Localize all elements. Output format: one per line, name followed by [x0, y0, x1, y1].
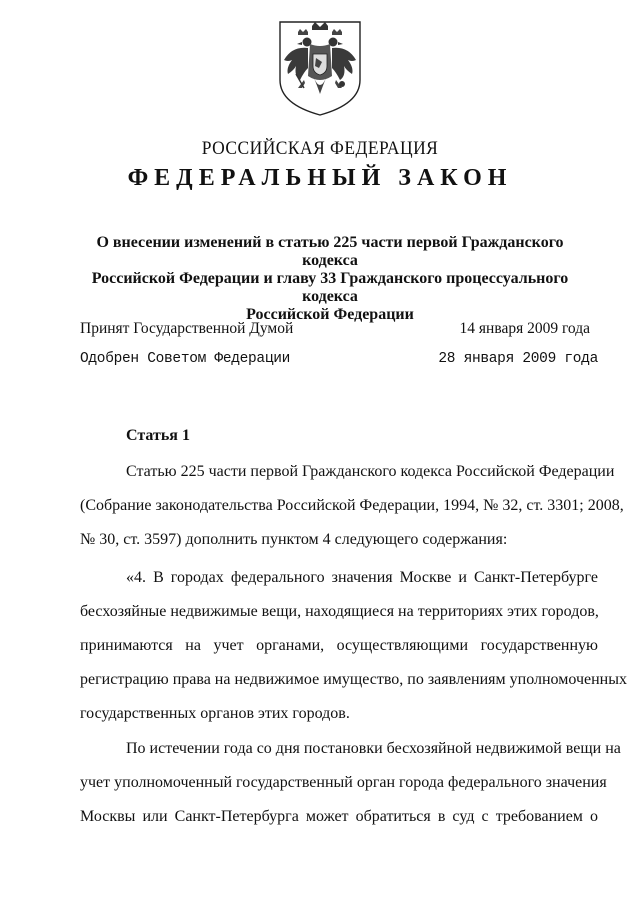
- paragraph-line: (Собрание законодательства Российской Федерации, 1994, № 32, ст. 3301; 2008,: [80, 497, 624, 514]
- paragraph-line: бесхозяйные недвижимые вещи, находящиеся на территориях этих городов,: [80, 603, 599, 620]
- paragraph-line: По истечении года со дня постановки бесхозяйной недвижимой вещи на: [126, 740, 621, 757]
- paragraph-line: Статью 225 части первой Гражданского кодекса Российской Федерации: [126, 463, 615, 480]
- paragraph-line: № 30, ст. 3597) дополнить пунктом 4 следующего содержания:: [80, 531, 508, 548]
- law-type-heading: ФЕДЕРАЛЬНЫЙ ЗАКОН: [127, 165, 513, 191]
- adopted-date: 14 января 2009 года: [459, 320, 590, 337]
- approved-date: 28 января 2009 года: [438, 351, 598, 367]
- article-heading: Статья 1: [126, 427, 190, 444]
- approved-label: Одобрен Советом Федерации: [80, 351, 291, 367]
- article-paragraph: [80, 461, 624, 563]
- law-title-line: Российской Федерации: [246, 306, 414, 323]
- country-name: РОССИЙСКАЯ ФЕДЕРАЦИЯ: [201, 138, 439, 159]
- russian-coat-of-arms-icon: [274, 18, 366, 118]
- paragraph-line: регистрацию права на недвижимое имущество, по заявлениям уполномоченных: [80, 671, 627, 688]
- paragraph-line: принимаются на учет органами, осуществляющими государственную: [80, 637, 598, 654]
- law-title-line: Российской Федерации и главу 33 Гражданского процессуального кодекса: [91, 270, 569, 305]
- adopted-label: Принят Государственной Думой: [80, 320, 294, 337]
- paragraph-line: учет уполномоченный государственный орган города федерального значения: [80, 774, 607, 791]
- paragraph-line: Москвы или Санкт-Петербурга может обратиться в суд с требованием о: [80, 808, 598, 825]
- article-paragraph: [80, 738, 621, 840]
- law-title: [70, 234, 590, 324]
- law-title-line: О внесении изменений в статью 225 части первой Гражданского кодекса: [96, 234, 564, 269]
- article-paragraph: [80, 567, 627, 737]
- paragraph-line: «4. В городах федерального значения Москве и Санкт-Петербурге: [126, 569, 598, 586]
- paragraph-line: государственных органов этих городов.: [80, 705, 350, 722]
